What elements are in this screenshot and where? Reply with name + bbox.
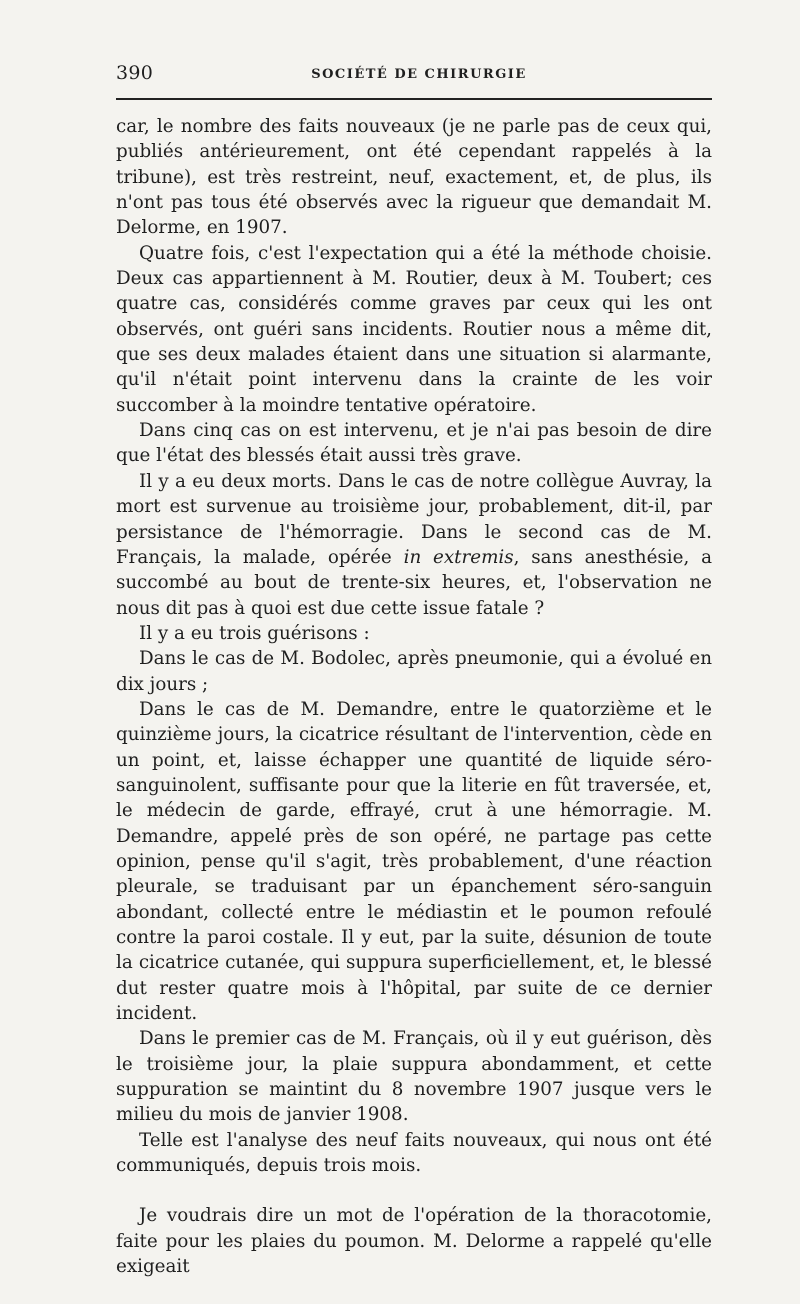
paragraph [116, 469, 712, 621]
paragraph: Dans le cas de M. Demandre, entre le quatorzième et le quinzième jours, la cicatrice résultant de l'intervention, cède en un point, et, laisse échapper une quantité de liquide séro-sanguinolent, suffisante pour que la literie en fût traversée, et, le médecin de garde, effrayé, crut à une hémorragie. M. Demandre, appelé près de son opéré, ne partage pas cette opinion, pense qu'il s'agit, très probablement, d'une réaction pleurale, se traduisant par un épanchement séro-sanguin abondant, collecté entre le médiastin et le poumon refoulé contre la paroi costale. Il y eut, par la suite, désunion de toute la cicatrice cutanée, qui suppura superficiellement, et, le blessé dut rester quatre mois à l'hôpital, par suite de ce dernier incident. [116, 698, 712, 1025]
paragraph: Dans le cas de M. Bodolec, après pneumonie, qui a évolué en dix jours ; [116, 648, 712, 695]
running-title: SOCIÉTÉ DE CHIRURGIE [311, 67, 527, 82]
paragraph: Quatre fois, c'est l'expectation qui a été la méthode choisie. Deux cas appartiennent à M. Routier, deux à M. Toubert; ces quatre cas, considérés comme graves par ceux qui les ont observés, ont guéri sans incidents. Routier nous a même dit, que ses deux malades étaient dans une situation si alarmante, qu'il n'était point intervenu dans la crainte de les voir succomber à la moindre tentative opératoire. [116, 242, 712, 416]
page-number: 390 [116, 62, 154, 84]
paragraph: Il y a eu trois guérisons : [139, 622, 370, 644]
paragraph: Je voudrais dire un mot de l'opération de la thoracotomie, faite pour les plaies du poumon. M. Delorme a rappelé qu'elle exigeait [116, 1205, 712, 1278]
header-rule [116, 98, 712, 100]
latin-phrase: in extremis [403, 546, 514, 568]
paragraph-text: Il y a eu deux morts. Dans le cas de notre collègue Auvray, la mort est survenue au troisième jour, probablement, dit-il, par persistance de l'hémorragie. Dans le second cas de M. Français, la malade, opérée [116, 470, 712, 568]
page-header [116, 60, 712, 94]
body-text [116, 114, 712, 1279]
paragraph: car, le nombre des faits nouveaux (je ne parle pas de ceux qui, publiés antérieurement, ont été cependant rappelés à la tribune), est très restreint, neuf, exactement, et, de plus, ils n'ont pas tous été observés avec la rigueur que demandait M. Delorme, en 1907. [116, 116, 712, 239]
paragraph: Dans le premier cas de M. Français, où il y eut guérison, dès le troisième jour, la plaie suppura abondamment, et cette suppuration se maintint du 8 novembre 1907 jusque vers le milieu du mois de janvier 1908. [116, 1028, 712, 1126]
paragraph-text: , sans anesthésie, a succombé au bout de trente-six heures, et, l'observation ne nous dit pas à quoi est due cette issue fatale ? [116, 546, 712, 619]
paragraph: Dans cinq cas on est intervenu, et je n'ai pas besoin de dire que l'état des blessés était aussi très grave. [116, 420, 712, 467]
paragraph: Telle est l'analyse des neuf faits nouveaux, qui nous ont été communiqués, depuis trois mois. [116, 1129, 712, 1177]
